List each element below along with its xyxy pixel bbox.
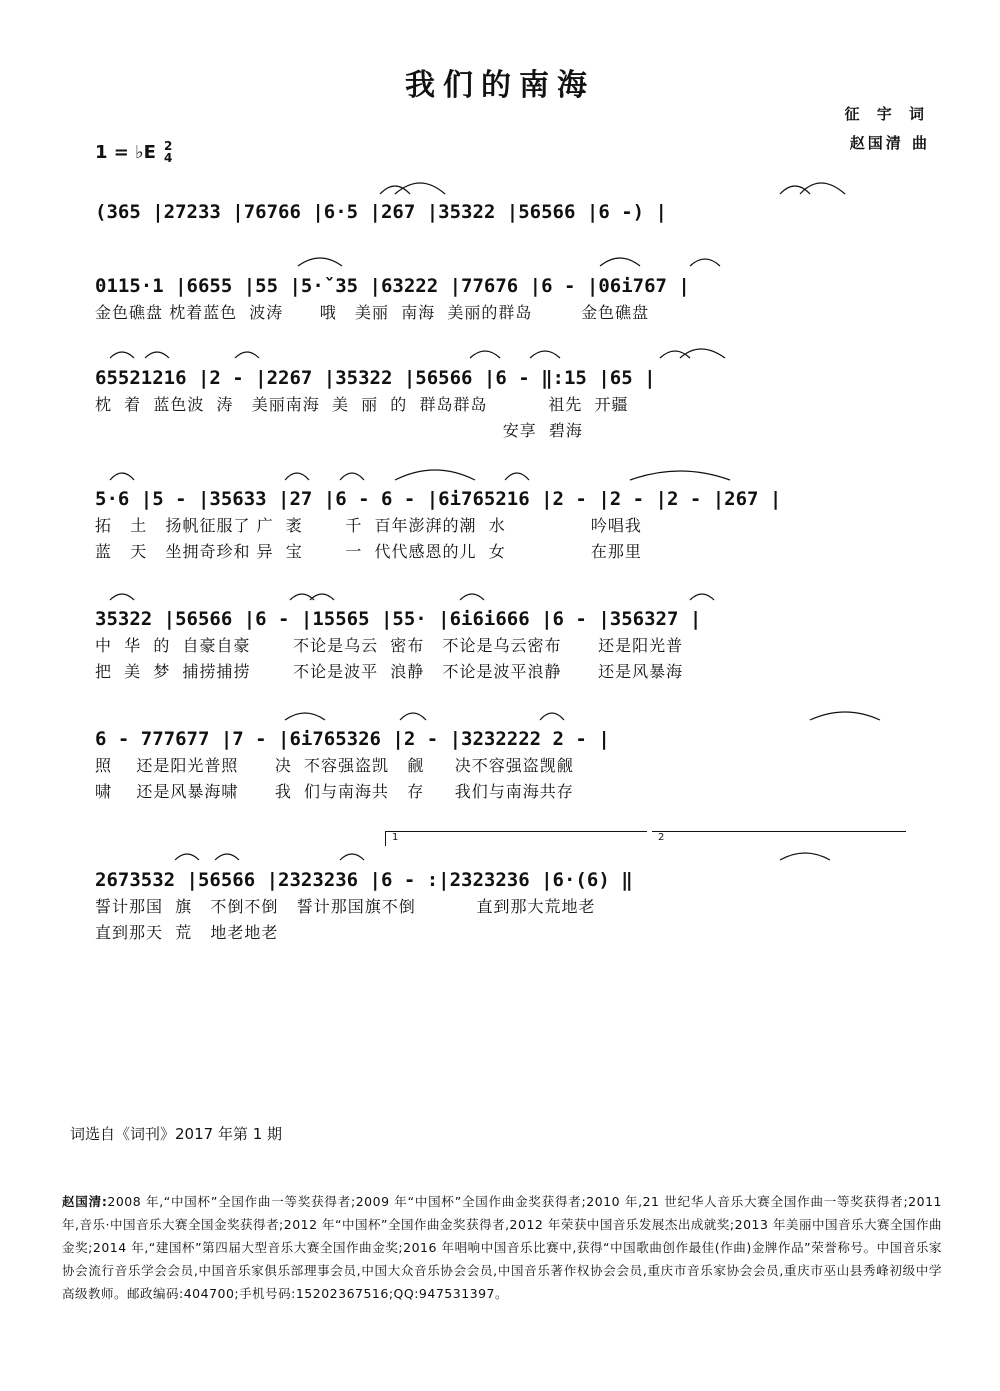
lyric-line-2: 安享 碧海 [95, 421, 583, 440]
notes-line: 65521216 |2 - |2267 |35322 |56566 |6 - ‖:15 |65 | [95, 367, 656, 389]
lyric-line-1: 誓计那国 旗 不倒不倒 誓计那国旗不倒 直到那大荒地老 [95, 897, 596, 916]
notes-line: 35322 |56566 |6 - |15565 |55· |6i6i666 |6 - |356327 | [95, 608, 702, 630]
lyric-line-2: 啸 还是风暴海啸 我 们与南海共 存 我们与南海共存 [95, 782, 574, 801]
lyric-line-2: 蓝 天 坐拥奇珍和 异 宝 一 代代感恩的儿 女 在那里 [95, 542, 642, 561]
score-system-7 [95, 866, 915, 946]
lyric-line-1: 拓 土 扬帆征服了 广 袤 千 百年澎湃的潮 水 吟唱我 [95, 516, 642, 535]
composer-biography [62, 1190, 942, 1305]
lyric-line-2: 直到那天 荒 地老地老 [95, 923, 279, 942]
time-signature [164, 140, 172, 164]
score-system-6 [95, 725, 915, 805]
bio-text: 2008 年,“中国杯”全国作曲一等奖获得者;2009 年“中国杯”全国作曲金奖获得者;2010 年,21 世纪华人音乐大赛全国作曲一等奖获得者;2011 年,音乐·中国音乐大赛全国金奖获得者;2012 年“中国杯”全国作曲金奖获得者,2012 年荣获中国音乐发展杰出成就奖;2013 年美丽中国音乐大赛全国作曲金奖;2014 年,“建国杯”第四届大型音乐大赛全国作曲金奖;2016 年唱响中国音乐比赛中,获得“中国歌曲创作最佳(作曲)金牌作品”荣誉称号。中国音乐家协会流行音乐学会会员,中国音乐家俱乐部理事会员,中国大众音乐协会会员,中国音乐著作权协会会员,重庆市音乐家协会会员,重庆市巫山县秀峰初级中学高级教师。邮政编码:404700;手机号码:15202367516;QQ:947531397。 [62, 1194, 942, 1301]
lyric-line-1: 照 还是阳光普照 决 不容强盗凯 觎 决不容强盗觊觎 [95, 756, 574, 775]
score-system-1 [95, 198, 915, 226]
lyricist-credit: 征 宇 词 [844, 105, 930, 123]
first-ending-bracket [385, 831, 647, 846]
score-system-3 [95, 364, 915, 444]
notes-line: (365 |27233 |76766 |6·5 |267 |35322 |56566 |6 -) | [95, 201, 667, 223]
notes-line: 2673532 |56566 |2323236 |6 - :|2323236 |6·(6) ‖ [95, 869, 633, 891]
composer-credit: 赵国清 曲 [849, 134, 930, 152]
key-signature [95, 140, 172, 164]
key-label: 1 = ♭E [95, 141, 156, 163]
lyric-line-2: 把 美 梦 捕捞捕捞 不论是波平 浪静 不论是波平浪静 还是风暴海 [95, 662, 684, 681]
notes-line: 6 - 777677 |7 - |6i765326 |2 - |3232222 2 - | [95, 728, 610, 750]
volta-1-label: 1 [392, 832, 399, 843]
lyric-line-1: 枕 着 蓝色波 涛 美丽南海 美 丽 的 群岛群岛 祖先 开疆 [95, 395, 629, 414]
score-system-4 [95, 485, 915, 565]
meter-bottom: 4 [163, 151, 173, 165]
lyric-line-1: 中 华 的 自豪自豪 不论是乌云 密布 不论是乌云密布 还是阳光普 [95, 636, 684, 655]
notes-line: 0115·1 |6655 |55 |5·ˇ35 |63222 |77676 |6 - |06i767 | [95, 275, 690, 297]
score-system-2 [95, 272, 915, 326]
lyrics-source-note: 词选自《词刊》2017 年第 1 期 [70, 1125, 283, 1143]
bio-name: 赵国清: [62, 1194, 108, 1209]
lyric-line-1: 金色礁盘 枕着蓝色 波涛 哦 美丽 南海 美丽的群岛 金色礁盘 [95, 303, 650, 322]
second-ending-bracket [652, 831, 906, 846]
volta-2-label: 2 [658, 832, 665, 843]
meter-top: 2 [163, 139, 173, 153]
notes-line: 5·6 |5 - |35633 |27 |6 - 6 - |6i765216 |2 - |2 - |2 - |267 | [95, 488, 782, 510]
song-title: 我们的南海 [405, 68, 595, 103]
score-system-5 [95, 605, 915, 685]
